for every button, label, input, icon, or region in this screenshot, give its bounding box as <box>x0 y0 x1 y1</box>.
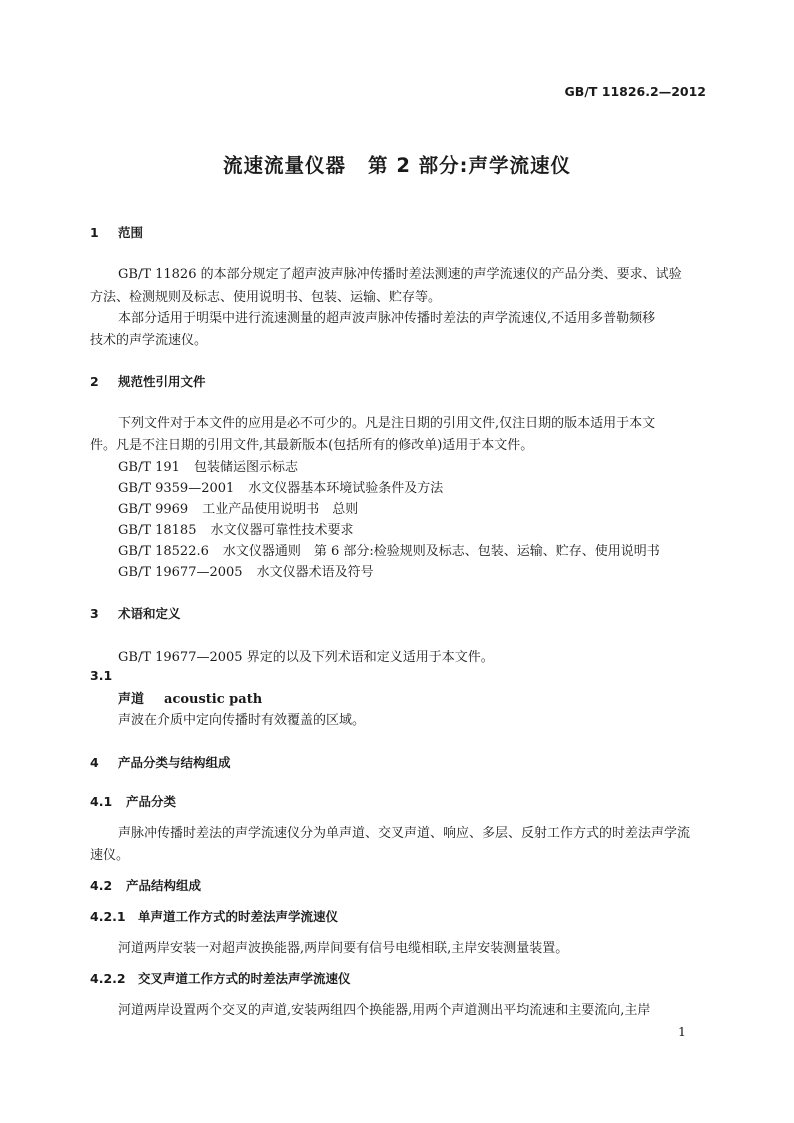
section-3-intro: GB/T 19677—2005 界定的以及下列术语和定义适用于本文件。 <box>118 650 494 665</box>
term-english: acoustic path <box>164 692 263 707</box>
reference-item: GB/T 9359—2001 水文仪器基本环境试验条件及方法 <box>118 481 444 496</box>
section-1-paragraph-1-line-2: 方法、检测规则及标志、使用说明书、包装、运输、贮存等。 <box>90 290 442 305</box>
term-title <box>118 688 262 707</box>
document-title <box>0 150 794 178</box>
section-1-paragraph-1-line-1: GB/T 11826 的本部分规定了超声波声脉冲传播时差法测速的声学流速仪的产品分类、要求、试验 <box>118 267 682 282</box>
section-4-2-2-heading: 4.2.2 交叉声道工作方式的时差法声学流速仪 <box>90 971 351 986</box>
reference-item: GB/T 9969 工业产品使用说明书 总则 <box>118 502 359 517</box>
term-chinese: 声道 <box>118 692 145 707</box>
section-1-heading: 1 范围 <box>90 225 144 240</box>
section-4-1-heading: 4.1 产品分类 <box>90 794 177 809</box>
term-definition: 声波在介质中定向传播时有效覆盖的区域。 <box>118 713 366 728</box>
section-2-intro-line-2: 件。凡是不注日期的引用文件,其最新版本(包括所有的修改单)适用于本文件。 <box>90 438 534 453</box>
section-4-2-1-text: 河道两岸安装一对超声波换能器,两岸间要有信号电缆相联,主岸安装测量装置。 <box>118 941 569 956</box>
reference-item: GB/T 18185 水文仪器可靠性技术要求 <box>118 523 354 538</box>
reference-item: GB/T 19677—2005 水文仪器术语及符号 <box>118 565 374 580</box>
section-4-1-line-1: 声脉冲传播时差法的声学流速仪分为单声道、交叉声道、响应、多层、反射工作方式的时差法声学流 <box>118 826 691 841</box>
section-2-intro-line-1: 下列文件对于本文件的应用是必不可少的。凡是注日期的引用文件,仅注日期的版本适用于本文 <box>118 416 656 431</box>
reference-item: GB/T 18522.6 水文仪器通则 第 6 部分:检验规则及标志、包装、运输、贮存、使用说明书 <box>118 544 660 559</box>
section-2-heading: 2 规范性引用文件 <box>90 374 206 389</box>
section-1-paragraph-2-line-1: 本部分适用于明渠中进行流速测量的超声波声脉冲传播时差法的声学流速仪,不适用多普勒频移 <box>118 311 656 326</box>
section-4-1-line-2: 速仪。 <box>90 848 130 863</box>
section-1-paragraph-2-line-2: 技术的声学流速仪。 <box>90 333 208 348</box>
reference-item: GB/T 191 包装储运图示标志 <box>118 460 298 475</box>
section-4-2-2-text: 河道两岸设置两个交叉的声道,安装两组四个换能器,用两个声道测出平均流速和主要流向,主岸 <box>118 1003 651 1018</box>
term-number: 3.1 <box>90 668 113 683</box>
standard-number: GB/T 11826.2—2012 <box>564 84 706 99</box>
section-4-2-heading: 4.2 产品结构组成 <box>90 878 202 893</box>
page-number: 1 <box>678 1024 686 1039</box>
section-3-heading: 3 术语和定义 <box>90 606 181 621</box>
title-main: 流速流量仪器 <box>223 154 347 177</box>
title-sub: 第 2 部分:声学流速仪 <box>368 154 571 177</box>
section-4-heading: 4 产品分类与结构组成 <box>90 755 231 770</box>
section-4-2-1-heading: 4.2.1 单声道工作方式的时差法声学流速仪 <box>90 909 339 924</box>
